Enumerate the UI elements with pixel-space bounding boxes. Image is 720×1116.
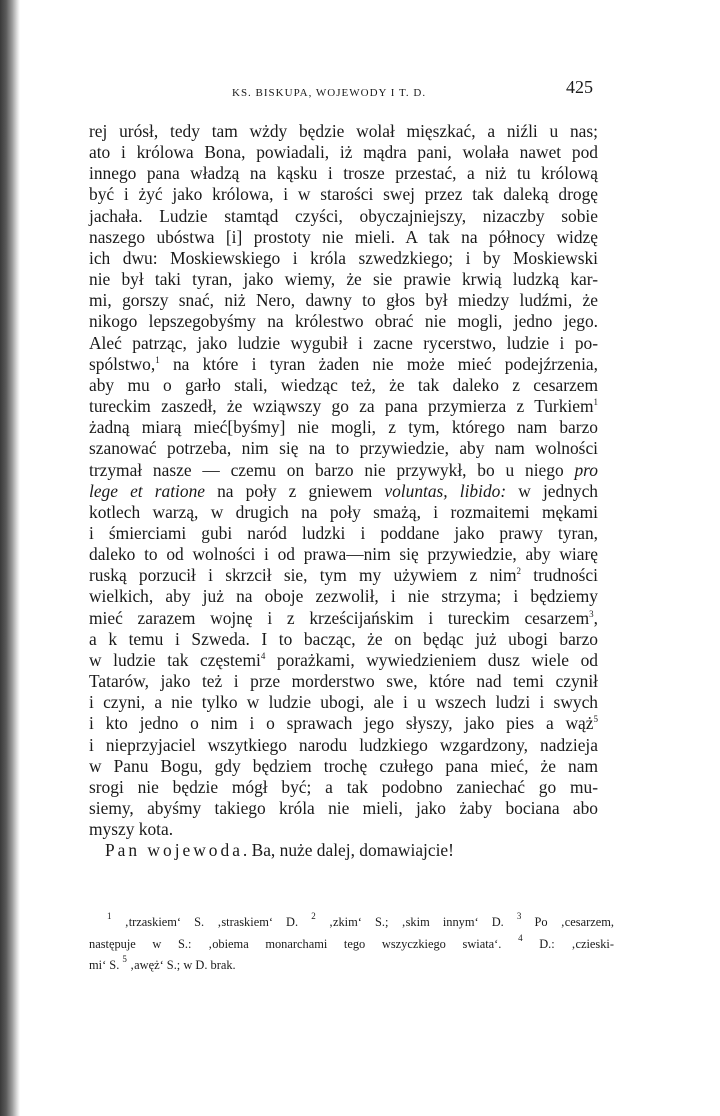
text-line: trzymał nasze — czemu on barzo nie przywykł, bo u niego pro — [89, 459, 598, 480]
text-line: w Panu Bogu, gdy będziem trochę czułego pana mieć, że nam — [89, 755, 598, 776]
main-text — [89, 121, 598, 861]
text-line: i czyni, a nie tylko w ludzie ubogi, ale i u wszech ludzi i swych — [89, 692, 598, 713]
footnote-ref: 5 — [593, 714, 598, 725]
footnote-ref: 2 — [516, 566, 522, 577]
text-line: być i żyć jako królowa, i w starości swej przez tak daleką drogę — [89, 184, 598, 205]
text-line: rej urósł, tedy tam wżdy będzie wolał mięszkać, a niźli u nas; — [89, 121, 598, 141]
text-line: lege et ratione na poły z gniewem voluntas, libido: w jednych — [89, 480, 598, 501]
text-line: a k temu i Szweda. I to bacząc, że on będąc już ubogi barzo — [89, 628, 598, 649]
text-line: myszy kota. — [89, 819, 174, 840]
footnote-ref: 4 — [260, 650, 266, 661]
text-line: szanować potrzeba, nim się na to przywiedzie, aby nam wolności — [89, 438, 598, 459]
text-line: siemy, abyśmy takiego króla nie mieli, jako żaby bociana abo — [89, 798, 598, 818]
footnote-line: następuje w S.: ‚obiema monarchami tego wszyczkiego swiata‘. $^4$ D.: ‚czieski- — [89, 932, 614, 951]
speaker-line: Pan wojewoda. Ba, nuże dalej, domawiajcie! — [105, 840, 454, 861]
text-line: naszego ubóstwa [i] prostoty nie mieli. A tak na północy widzę — [89, 226, 598, 247]
speaker-name: Pan wojewoda — [105, 840, 243, 861]
text-line: i śmierciami gubi naród ludzki i poddane jako prawy tyran, — [89, 522, 598, 543]
text-line: nie był taki tyran, jako wiemy, że sie prawie krwią ludzką kar- — [89, 269, 598, 290]
text-line: mieć zarazem wojnę i z krześcijańskim i tureckim cesarzem$^3$, — [89, 607, 598, 628]
text-line: wielkich, aby już na oboje zezwolił, i nie strzyma; i będziemy — [89, 586, 598, 607]
text-line: kotlech warzą, w drugich na poły smażą, i rozmaitemi mękami — [89, 501, 598, 522]
footnotes — [89, 912, 614, 977]
text-line: w ludzie tak częstemi$^4$ porażkami, wywiedzieniem dusz wiele od — [89, 649, 598, 670]
text-line: Aleć patrząc, jako ludzie wygubił i zacne rycerstwo, ludzie i po- — [89, 332, 598, 353]
text-line: mi, gorszy snać, niż Nero, dawny to głos był miedzy ludźmi, że — [89, 290, 598, 311]
text-line: spólstwo,$^1$ na które i tyran żaden nie może mieć podejźrzenia, — [89, 353, 598, 374]
text-line: ich dwu: Moskiewskiego i króla szwedzkiego; i by Moskiewski — [89, 247, 598, 268]
footnote-ref: 1 — [155, 354, 160, 365]
footnote-ref: 1 — [593, 397, 598, 408]
text-line: ato i królowa Bona, powiadali, iż mądra pani, wolała nawet pod — [89, 142, 598, 163]
text-line: srogi nie będzie mógł być; a tak podobno zaniechać go mu- — [89, 776, 598, 797]
text-line: daleko to od wolności i od prawa—nim się przywiedzie, aby wiarę — [89, 544, 598, 565]
text-line: nikogo lepszegobyśmy na królestwo obrać nie mogli, jedno jego. — [89, 311, 598, 332]
footnote-line: $^1$ ‚trzaskiem‘ S. ‚straskiem‘ D. $^2$ ‚zkim‘ S.; ‚skim innym‘ D. $^3$ Po ‚cesarzem, — [107, 911, 614, 929]
running-head: KS. BISKUPA, WOJEWODY I T. D. — [232, 87, 427, 99]
text-line: i nieprzyjaciel wszytkiego narodu ludzkiego wzgardzony, nadzieja — [89, 734, 598, 755]
footnote-ref: 3 — [589, 608, 594, 619]
text-line: aby mu o garło stali, wiedząc też, że tak daleko z cesarzem — [89, 374, 598, 395]
text-line: innego pana władzą na kąsku i trosze przestać, a niż tu królową — [89, 163, 598, 184]
text-line: i kto jedno o nim i o sprawach jego słyszy, jako pies a wąż$^5$ — [89, 713, 598, 734]
text-line: żadną miarą mieć[byśmy] nie mogli, z tym, którego nam barzo — [89, 417, 598, 438]
text-line: jachała. Ludzie stamtąd czyści, obyczajniejszy, nizaczby sobie — [89, 205, 598, 226]
footnote-line: mi‘ S. $^5$ ‚awęż‘ S.; w D. brak. — [89, 954, 236, 972]
page-number: 425 — [566, 77, 593, 97]
scan-left-edge — [0, 0, 20, 1116]
text-line: tureckim zaszedł, że wziąwszy go za pana przymierza z Turkiem$^1$ — [89, 396, 598, 417]
text-line: ruską porzucił i skrzcił sie, tym my używiem z nim$^2$ trudności — [89, 565, 598, 586]
text-line: Tatarów, jako też i prze morderstwo swe, które nad temi czynił — [89, 671, 598, 692]
